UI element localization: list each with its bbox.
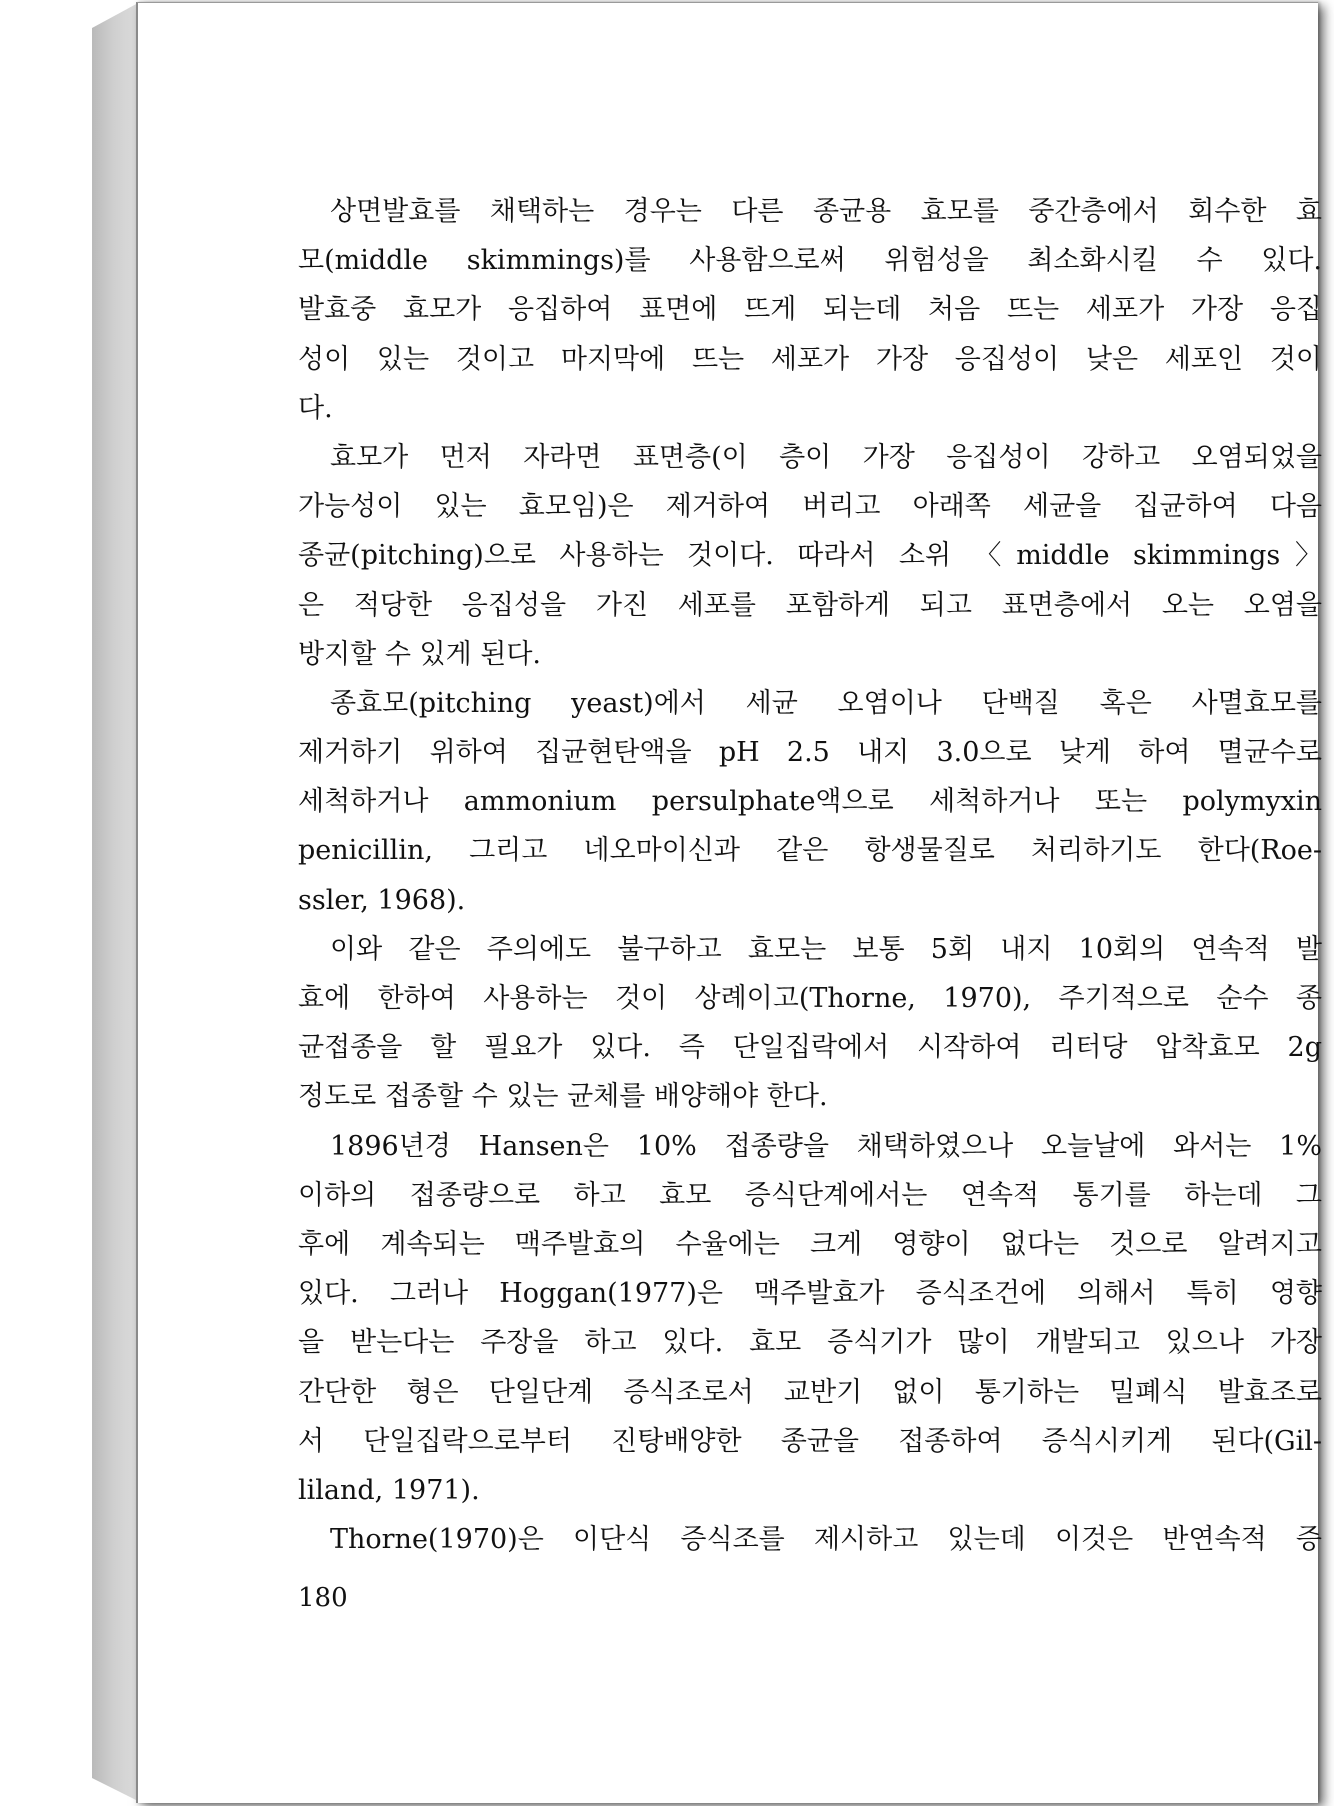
text-line: 종효모(pitching yeast)에서 세균 오염이나 단백질 혹은 사멸효모를: [330, 687, 1322, 719]
text-line: 세척하거나 ammonium persulphate액으로 세척하거나 또는 polymyxin: [298, 786, 1322, 818]
text-line: 방지할 수 있게 된다.: [298, 638, 541, 670]
text-line: 성이 있는 것이고 마지막에 뜨는 세포가 가장 응집성이 낮은 세포인 것이: [298, 343, 1322, 375]
text-line: 이하의 접종량으로 하고 효모 증식단계에서는 연속적 통기를 하는데 그: [298, 1179, 1322, 1211]
text-line: 효에 한하여 사용하는 것이 상례이고(Thorne, 1970), 주기적으로 순수 종: [298, 983, 1322, 1014]
text-line: 은 적당한 응집성을 가진 세포를 포함하게 되고 표면층에서 오는 오염을: [298, 589, 1322, 621]
text-line: 제거하기 위하여 집균현탄액을 pH 2.5 내지 3.0으로 낮게 하여 멸균수로: [298, 737, 1322, 769]
book-spine-edge: [92, 2, 140, 1802]
text-line: 을 받는다는 주장을 하고 있다. 효모 증식기가 많이 개발되고 있으나 가장: [298, 1327, 1322, 1359]
book-page: [136, 2, 1322, 1803]
text-line: 정도로 접종할 수 있는 균체를 배양해야 한다.: [298, 1081, 828, 1113]
text-line: 종균(pitching)으로 사용하는 것이다. 따라서 소위 〈middle skimmings〉: [298, 540, 1322, 572]
paragraph: [298, 187, 1322, 433]
text-line: penicillin, 그리고 네오마이신과 같은 항생물질로 처리하기도 한다(Roe-: [298, 835, 1322, 867]
text-line: liland, 1971).: [298, 1474, 480, 1506]
text-line: 상면발효를 채택하는 경우는 다른 종균용 효모를 중간층에서 회수한 효: [330, 196, 1322, 227]
text-line: 효모가 먼저 자라면 표면층(이 층이 가장 응집성이 강하고 오염되었을: [330, 441, 1322, 473]
text-line: Thorne(1970)은 이단식 증식조를 제시하고 있는데 이것은 반연속적 증: [330, 1524, 1322, 1556]
paragraph: [298, 433, 1322, 679]
paragraph: [298, 925, 1322, 1122]
text-line: 후에 계속되는 맥주발효의 수율에는 크게 영향이 없다는 것으로 알려지고: [298, 1228, 1322, 1260]
paragraph: [298, 679, 1322, 925]
text-line: 발효중 효모가 응집하여 표면에 뜨게 되는데 처음 뜨는 세포가 가장 응집: [298, 294, 1322, 326]
text-line: ssler, 1968).: [298, 884, 466, 916]
text-line: 간단한 형은 단일단계 증식조로서 교반기 없이 통기하는 밀폐식 발효조로: [298, 1376, 1322, 1408]
body-text: [298, 187, 1322, 1564]
text-line: 이와 같은 주의에도 불구하고 효모는 보통 5회 내지 10회의 연속적 발: [330, 933, 1322, 965]
text-line: 가능성이 있는 효모임)은 제거하여 버리고 아래쪽 세균을 집균하여 다음: [298, 491, 1322, 523]
text-line: 균접종을 할 필요가 있다. 즉 단일집락에서 시작하여 리터당 압착효모 2g: [298, 1032, 1322, 1064]
text-line: 모(middle skimmings)를 사용함으로써 위험성을 최소화시킬 수 있다.: [298, 245, 1322, 277]
paragraph: [298, 1122, 1322, 1516]
text-line: 서 단일집락으로부터 진탕배양한 종균을 접종하여 증식시키게 된다(Gil-: [298, 1425, 1322, 1457]
text-line: 1896년경 Hansen은 10% 접종량을 채택하였으나 오늘날에 와서는 1%: [330, 1130, 1322, 1162]
page-number: 180: [298, 1583, 348, 1613]
paragraph: [298, 1515, 1322, 1564]
text-line: 다.: [298, 392, 333, 424]
text-line: 있다. 그러나 Hoggan(1977)은 맥주발효가 증식조건에 의해서 특히 영향: [298, 1278, 1322, 1310]
